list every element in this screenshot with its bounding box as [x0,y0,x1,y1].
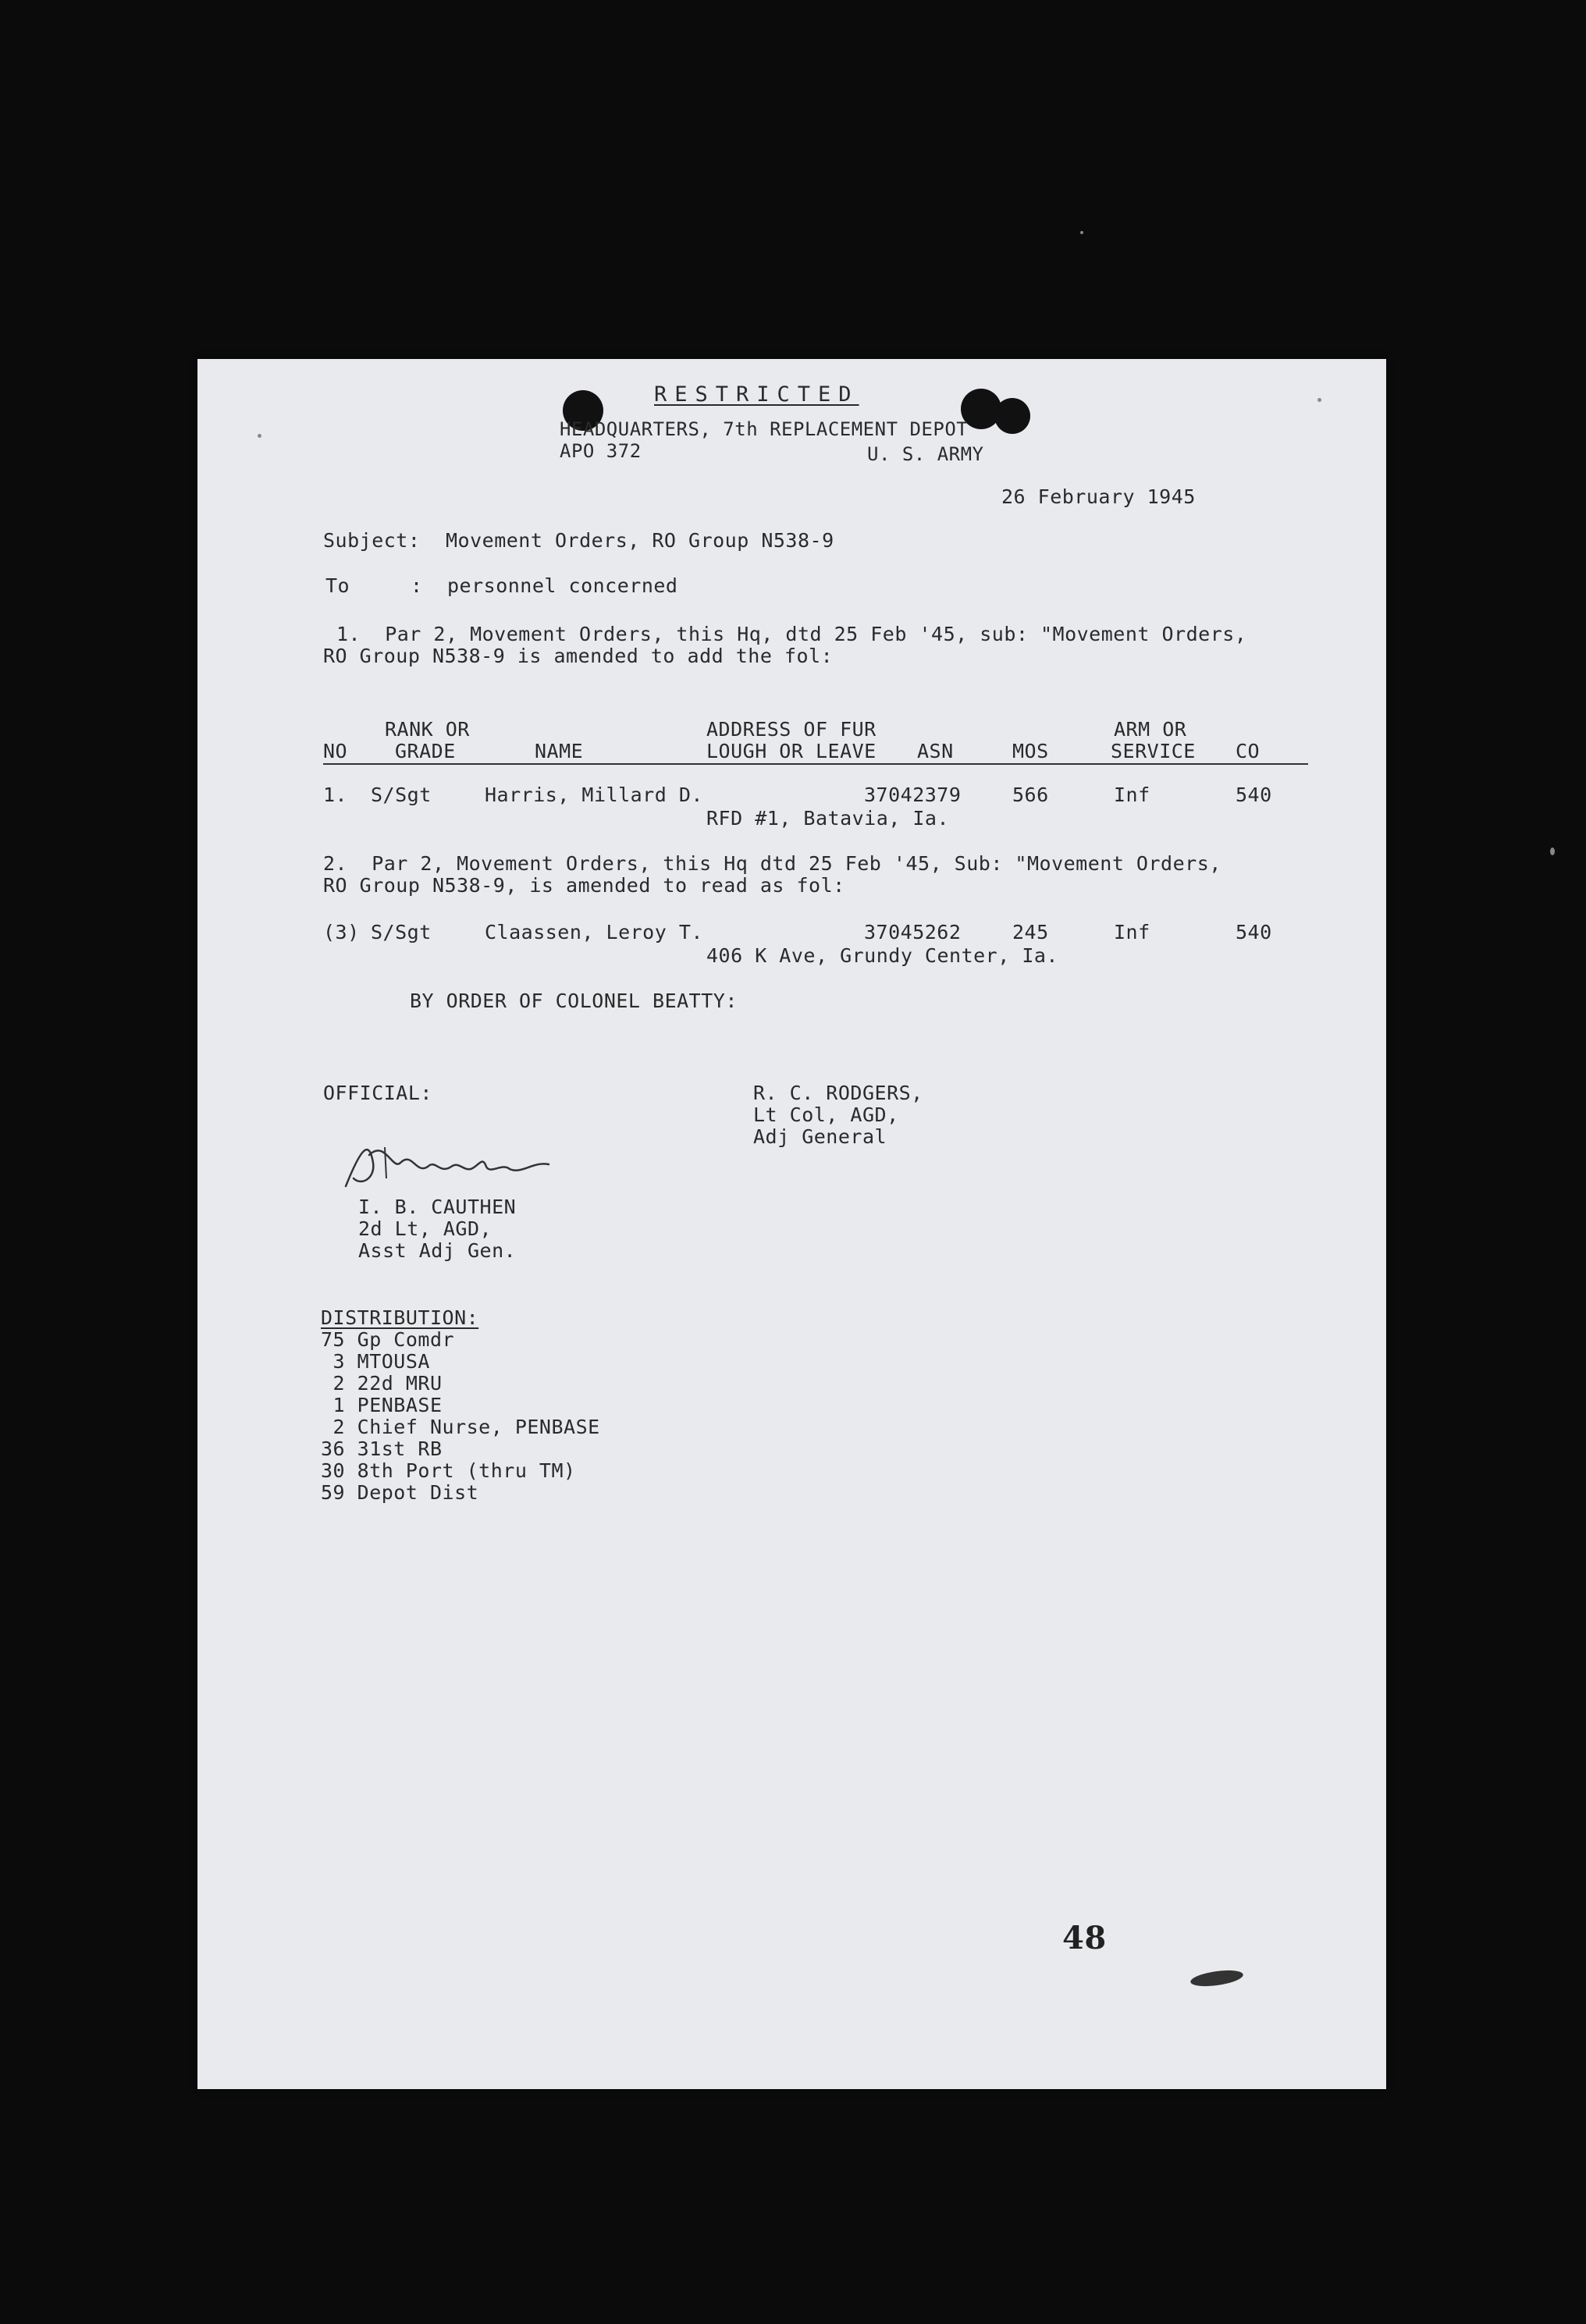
signer-left-rank: 2d Lt, AGD, [358,1217,493,1240]
distribution-item: 2 Chief Nurse, PENBASE [321,1416,600,1438]
row1-mos: 566 [1012,784,1049,806]
paragraph-2-line-2: RO Group N538-9, is amended to read as fol: [323,874,845,897]
dust-speck [258,434,261,438]
row2-mos: 245 [1012,921,1049,943]
header-grade: GRADE [395,740,456,762]
signer-left-name: I. B. CAUTHEN [358,1196,517,1218]
header-address-bottom: LOUGH OR LEAVE [706,740,877,762]
header-address-top: ADDRESS OF FUR [706,718,877,741]
row2-co: 540 [1236,921,1272,943]
row2-arm: Inf [1114,921,1150,943]
signer-right-rank: Lt Col, AGD, [753,1103,899,1126]
header-service: SERVICE [1111,740,1196,762]
distribution-item: 1 PENBASE [321,1394,443,1416]
dust-speck [1080,231,1083,234]
signer-right-name: R. C. RODGERS, [753,1082,923,1104]
apo-number: APO 372 [560,440,642,462]
distribution-item: 59 Depot Dist [321,1481,479,1504]
row1-address: RFD #1, Batavia, Ia. [706,807,950,830]
row1-asn: 37042379 [864,784,962,806]
header-co: CO [1236,740,1261,762]
row2-grade: S/Sgt [371,921,432,943]
row1-arm: Inf [1114,784,1150,806]
to-label: To [325,574,350,597]
paragraph-2-line-1: 2. Par 2, Movement Orders, this Hq dtd 25 Feb '45, Sub: "Movement Orders, [323,852,1222,875]
header-mos: MOS [1012,740,1049,762]
dust-speck [1550,848,1555,855]
distribution-title: DISTRIBUTION: [321,1306,479,1329]
distribution-item: 30 8th Port (thru TM) [321,1459,576,1482]
table-header-rule [323,763,1308,765]
header-asn: ASN [917,740,954,762]
classification-marking: RESTRICTED [654,382,859,407]
signer-right-title: Adj General [753,1125,887,1148]
document-date: 26 February 1945 [1001,485,1196,508]
dust-speck [1318,398,1321,402]
paragraph-1-line-2: RO Group N538-9 is amended to add the fol: [323,645,834,667]
row2-no: (3) [323,921,360,943]
row2-address: 406 K Ave, Grundy Center, Ia. [706,944,1058,967]
row1-grade: S/Sgt [371,784,432,806]
subject-text: Movement Orders, RO Group N538-9 [446,529,834,552]
distribution-item: 75 Gp Comdr [321,1328,455,1351]
row2-name: Claassen, Leroy T. [485,921,703,943]
unit-heading: HEADQUARTERS, 7th REPLACEMENT DEPOT [560,418,969,440]
distribution-item: 3 MTOUSA [321,1350,430,1373]
distribution-item: 2 22d MRU [321,1372,443,1395]
header-rank-top: RANK OR [385,718,470,741]
document-page [197,359,1386,2089]
header-name: NAME [535,740,584,762]
header-arm-top: ARM OR [1114,718,1187,741]
handwritten-signature [338,1132,572,1202]
row2-asn: 37045262 [864,921,962,943]
official-label: OFFICIAL: [323,1082,432,1104]
page-number: 48 [1062,1920,1107,1956]
paragraph-1-line-1: 1. Par 2, Movement Orders, this Hq, dtd 25 Feb '45, sub: "Movement Orders, [336,623,1247,645]
signer-left-title: Asst Adj Gen. [358,1239,517,1262]
row1-co: 540 [1236,784,1272,806]
header-no: NO [323,740,348,762]
punch-hole-right [994,398,1030,434]
by-order-line: BY ORDER OF COLONEL BEATTY: [410,990,738,1012]
to-text: personnel concerned [447,574,678,597]
row1-no: 1. [323,784,348,806]
subject-label: Subject: [323,529,421,552]
distribution-item: 36 31st RB [321,1437,443,1460]
row1-name: Harris, Millard D. [485,784,703,806]
ink-smudge [1186,1967,1248,1990]
to-colon: : [411,574,423,597]
army-label: U. S. ARMY [867,443,984,465]
